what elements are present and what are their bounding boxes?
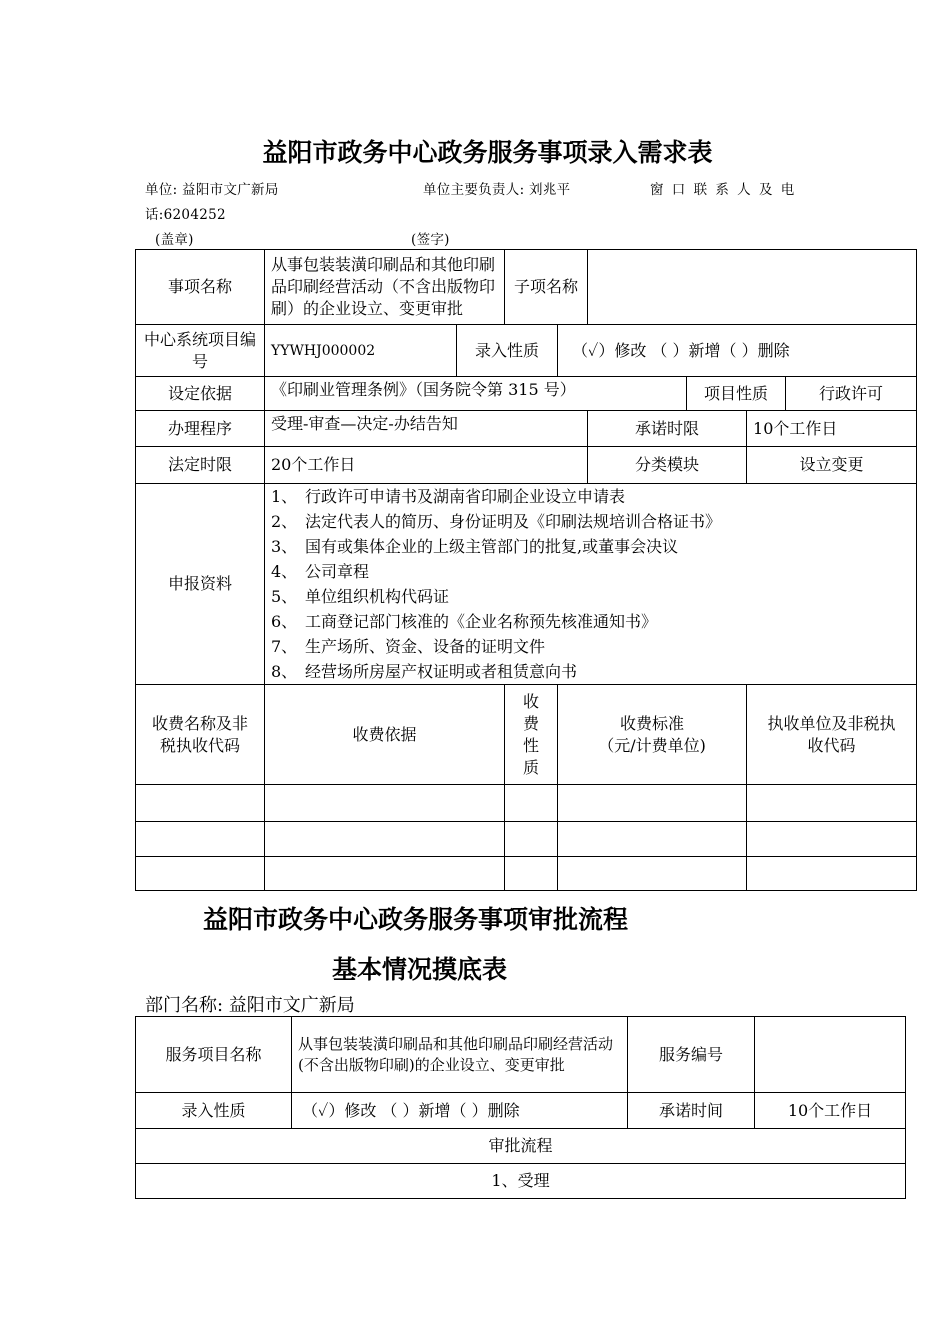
table-row (136, 785, 917, 822)
list-item: 2、 法定代表人的简历、身份证明及《印刷法规培训合格证书》 (271, 512, 722, 531)
contact-label: 窗 口 联 系 人 及 电 (650, 182, 797, 198)
leader-label: 单位主要负责人: 刘兆平 (423, 182, 571, 198)
list-item: 8、 经营场所房屋产权证明或者租赁意向书 (271, 662, 578, 681)
list-item: 4、 公司章程 (271, 562, 370, 581)
unit-label: 单位: 益阳市文广新局 (145, 182, 279, 198)
service-name-label: 服务项目名称 (136, 1017, 292, 1093)
fee-unit-header: 执收单位及非税执收代码 (747, 685, 917, 785)
entry-type-label-2: 录入性质 (136, 1093, 292, 1129)
list-item: 5、 单位组织机构代码证 (271, 587, 450, 606)
materials-list (265, 484, 917, 685)
promise-time-value: 10个工作日 (755, 1093, 906, 1129)
category-value: 设立变更 (747, 447, 917, 484)
form1-title: 益阳市政务中心政务服务事项录入需求表 (262, 138, 713, 167)
item-nature-label: 项目性质 (687, 377, 786, 411)
procedure-label: 办理程序 (136, 411, 265, 447)
seal-label: (盖章) (155, 232, 194, 248)
fee-standard-header: 收费标准 （元/计费单位) (558, 685, 747, 785)
legal-label: 法定时限 (136, 447, 265, 484)
item-name-value: 从事包装装潢印刷品和其他印刷品印刷经营活动（不含出版物印刷）的企业设立、变更审批 (265, 250, 505, 325)
dept-label: 部门名称: 益阳市文广新局 (145, 995, 355, 1016)
entry-type-value: （✓）修改 （ ）新增（ ）删除 (558, 325, 917, 377)
flow-header: 审批流程 (136, 1129, 906, 1164)
service-no-label: 服务编号 (628, 1017, 755, 1093)
service-no-value (755, 1017, 906, 1093)
service-name-value: 从事包装装潢印刷品和其他印刷品印刷经营活动(不含出版物印刷)的企业设立、变更审批 (292, 1017, 628, 1093)
table-row (136, 857, 917, 891)
fee-name-header: 收费名称及非税执收代码 (136, 685, 265, 785)
promise-label: 承诺时限 (588, 411, 747, 447)
contact-phone: 话:6204252 (145, 207, 226, 223)
promise-value: 10个工作日 (747, 411, 917, 447)
list-item: 6、 工商登记部门核准的《企业名称预先核准通知书》 (271, 612, 658, 631)
category-label: 分类模块 (588, 447, 747, 484)
list-item: 3、 国有或集体企业的上级主管部门的批复,或董事会决议 (271, 537, 679, 556)
entry-type-label: 录入性质 (457, 325, 558, 377)
form1-table (135, 249, 917, 891)
sign-label: (签字) (411, 232, 450, 248)
item-nature-value: 行政许可 (786, 377, 917, 411)
basis-label: 设定依据 (136, 377, 265, 411)
form2-table (135, 1016, 906, 1199)
materials-label: 申报资料 (136, 484, 265, 685)
table-row (136, 822, 917, 857)
code-label: 中心系统项目编号 (136, 325, 265, 377)
legal-value: 20个工作日 (265, 447, 588, 484)
item-name-label: 事项名称 (136, 250, 265, 325)
list-item: 1、 行政许可申请书及湖南省印刷企业设立申请表 (271, 487, 626, 506)
basis-value: 《印刷业管理条例》（国务院令第 315 号） (265, 377, 687, 411)
fee-basis-header: 收费依据 (265, 685, 505, 785)
form2-title-line2: 基本情况摸底表 (332, 955, 508, 984)
sub-item-label: 子项名称 (505, 250, 588, 325)
list-item: 7、 生产场所、资金、设备的证明文件 (271, 637, 546, 656)
code-value: YYWHJ000002 (265, 325, 457, 377)
flow-step-1: 1、受理 (136, 1164, 906, 1199)
form2-title-line1: 益阳市政务中心政务服务事项审批流程 (203, 905, 629, 934)
fee-nature-header: 收费性质 (505, 685, 558, 785)
entry-type-value-2: （✓）修改 （ ）新增（ ）删除 (292, 1093, 628, 1129)
sub-item-value (588, 250, 917, 325)
promise-time-label: 承诺时间 (628, 1093, 755, 1129)
procedure-value: 受理-审查—决定-办结告知 (265, 411, 588, 447)
